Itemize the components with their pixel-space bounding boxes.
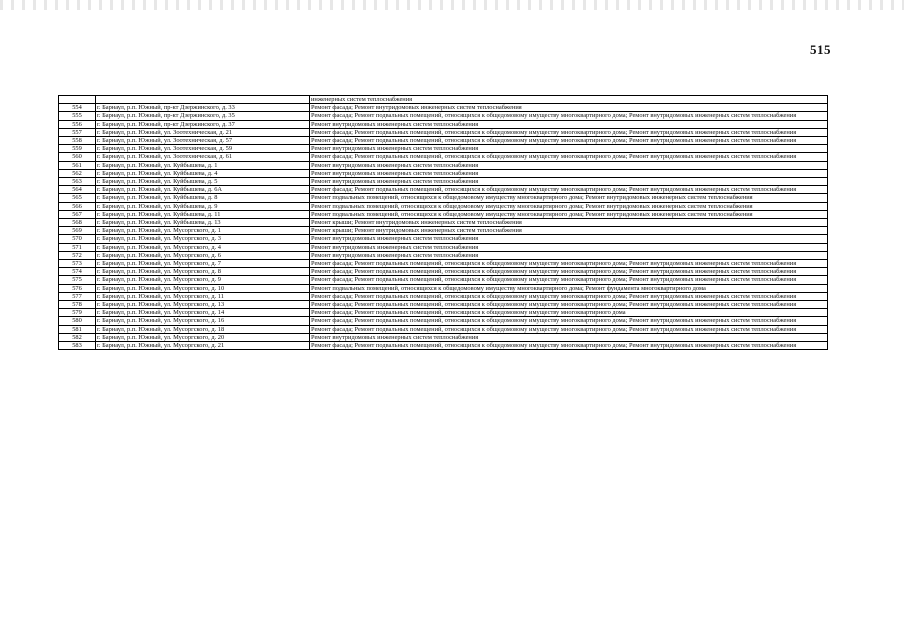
table-row — [59, 210, 828, 218]
row-address: г. Барнаул, р.п. Южный, ул. Куйбышева, д. 4 — [96, 169, 310, 177]
scan-noise — [0, 0, 904, 10]
row-works: Ремонт фасада; Ремонт подвальных помещений, относящихся к общедомовому имуществу многоквартирного дома; Ремонт внутридомовых инженерных систем теплоснабжения — [310, 301, 828, 309]
row-number: 555 — [59, 112, 96, 120]
row-number: 563 — [59, 178, 96, 186]
empty-cell — [59, 96, 96, 104]
table-row — [59, 243, 828, 251]
table-row — [59, 186, 828, 194]
row-address: г. Барнаул, р.п. Южный, ул. Мусоргского, д. 13 — [96, 301, 310, 309]
row-works: Ремонт подвальных помещений, относящихся к общедомовому имуществу многоквартирного дома; Ремонт внутридомовых инженерных систем теплоснабжения — [310, 210, 828, 218]
table-row — [59, 342, 828, 350]
row-works: Ремонт фасада; Ремонт подвальных помещений, относящихся к общедомовому имуществу многоквартирного дома; Ремонт внутридомовых инженерных систем теплоснабжения — [310, 186, 828, 194]
row-address: г. Барнаул, р.п. Южный, ул. Мусоргского, д. 1 — [96, 227, 310, 235]
table-body — [59, 96, 828, 350]
row-address: г. Барнаул, р.п. Южный, ул. Куйбышева, д. 9 — [96, 202, 310, 210]
row-number: 581 — [59, 325, 96, 333]
row-number: 577 — [59, 292, 96, 300]
row-works: Ремонт фасада; Ремонт внутридомовых инженерных систем теплоснабжения — [310, 104, 828, 112]
row-works: Ремонт фасада; Ремонт подвальных помещений, относящихся к общедомовому имуществу многоквартирного дома; Ремонт внутридомовых инженерных систем теплоснабжения — [310, 342, 828, 350]
table-row — [59, 153, 828, 161]
table-row — [59, 137, 828, 145]
row-works: Ремонт фасада; Ремонт подвальных помещений, относящихся к общедомовому имуществу многоквартирного дома; Ремонт внутридомовых инженерных систем теплоснабжения — [310, 268, 828, 276]
table-row — [59, 128, 828, 136]
table-row — [59, 227, 828, 235]
row-address: г. Барнаул, р.п. Южный, ул. Куйбышева, д. 6А — [96, 186, 310, 194]
row-number: 562 — [59, 169, 96, 177]
table-row — [59, 161, 828, 169]
row-number: 573 — [59, 260, 96, 268]
row-works: Ремонт фасада; Ремонт подвальных помещений, относящихся к общедомовому имуществу многоквартирного дома; Ремонт внутридомовых инженерных систем теплоснабжения — [310, 292, 828, 300]
row-number: 561 — [59, 161, 96, 169]
row-address: г. Барнаул, р.п. Южный, пр-кт Дзержинского, д. 33 — [96, 104, 310, 112]
table-row — [59, 284, 828, 292]
row-works: Ремонт фасада; Ремонт подвальных помещений, относящихся к общедомовому имуществу многоквартирного дома; Ремонт внутридомовых инженерных систем теплоснабжения — [310, 137, 828, 145]
row-address: г. Барнаул, р.п. Южный, пр-кт Дзержинского, д. 35 — [96, 112, 310, 120]
row-number: 564 — [59, 186, 96, 194]
row-works: Ремонт фасада; Ремонт подвальных помещений, относящихся к общедомовому имуществу многоквартирного дома; Ремонт внутридомовых инженерных систем теплоснабжения — [310, 317, 828, 325]
row-address: г. Барнаул, р.п. Южный, ул. Мусоргского, д. 6 — [96, 251, 310, 259]
row-works: Ремонт фасада; Ремонт подвальных помещений, относящихся к общедомовому имуществу многоквартирного дома — [310, 309, 828, 317]
repair-table — [58, 95, 828, 350]
row-address: г. Барнаул, р.п. Южный, ул. Мусоргского, д. 16 — [96, 317, 310, 325]
row-works: Ремонт фасада; Ремонт подвальных помещений, относящихся к общедомовому имуществу многоквартирного дома; Ремонт внутридомовых инженерных систем теплоснабжения — [310, 112, 828, 120]
row-number: 560 — [59, 153, 96, 161]
table-row — [59, 194, 828, 202]
table-row — [59, 219, 828, 227]
table-row — [59, 112, 828, 120]
table-row — [59, 235, 828, 243]
row-works: Ремонт внутридомовых инженерных систем теплоснабжения — [310, 178, 828, 186]
row-works: Ремонт внутридомовых инженерных систем теплоснабжения — [310, 243, 828, 251]
table-row — [59, 301, 828, 309]
table-row — [59, 333, 828, 341]
row-number: 565 — [59, 194, 96, 202]
page-number: 515 — [810, 42, 831, 57]
row-address: г. Барнаул, р.п. Южный, ул. Мусоргского, д. 14 — [96, 309, 310, 317]
row-address: г. Барнаул, р.п. Южный, ул. Куйбышева, д. 5 — [96, 178, 310, 186]
row-works: Ремонт фасада; Ремонт подвальных помещений, относящихся к общедомовому имуществу многоквартирного дома; Ремонт внутридомовых инженерных систем теплоснабжения — [310, 260, 828, 268]
table-row — [59, 104, 828, 112]
table-row — [59, 120, 828, 128]
row-number: 571 — [59, 243, 96, 251]
row-address: г. Барнаул, р.п. Южный, ул. Зоотехническая, д. 61 — [96, 153, 310, 161]
row-number: 556 — [59, 120, 96, 128]
row-number: 568 — [59, 219, 96, 227]
row-number: 575 — [59, 276, 96, 284]
row-address: г. Барнаул, р.п. Южный, ул. Мусоргского, д. 10 — [96, 284, 310, 292]
row-works: Ремонт фасада; Ремонт подвальных помещений, относящихся к общедомовому имуществу многоквартирного дома; Ремонт внутридомовых инженерных систем теплоснабжения — [310, 153, 828, 161]
row-number: 558 — [59, 137, 96, 145]
row-works: Ремонт внутридомовых инженерных систем теплоснабжения — [310, 251, 828, 259]
row-number: 578 — [59, 301, 96, 309]
row-address: г. Барнаул, р.п. Южный, ул. Куйбышева, д. 11 — [96, 210, 310, 218]
row-number: 554 — [59, 104, 96, 112]
row-works: Ремонт внутридомовых инженерных систем теплоснабжения — [310, 145, 828, 153]
row-number: 574 — [59, 268, 96, 276]
row-number: 567 — [59, 210, 96, 218]
row-works: Ремонт фасада; Ремонт подвальных помещений, относящихся к общедомовому имуществу многоквартирного дома; Ремонт внутридомовых инженерных систем теплоснабжения — [310, 128, 828, 136]
row-address: г. Барнаул, р.п. Южный, ул. Куйбышева, д. 1 — [96, 161, 310, 169]
empty-cell — [96, 96, 310, 104]
continuation-row — [59, 96, 828, 104]
row-number: 576 — [59, 284, 96, 292]
row-address: г. Барнаул, р.п. Южный, ул. Куйбышева, д. 13 — [96, 219, 310, 227]
table-row — [59, 260, 828, 268]
continuation-text: инженерных систем теплоснабжения — [310, 96, 828, 104]
row-works: Ремонт подвальных помещений, относящихся к общедомовому имуществу многоквартирного дома; Ремонт внутридомовых инженерных систем теплоснабжения — [310, 194, 828, 202]
row-works: Ремонт крыши; Ремонт внутридомовых инженерных систем теплоснабжения — [310, 227, 828, 235]
row-number: 559 — [59, 145, 96, 153]
row-address: г. Барнаул, р.п. Южный, ул. Мусоргского, д. 11 — [96, 292, 310, 300]
row-number: 583 — [59, 342, 96, 350]
table-row — [59, 251, 828, 259]
row-works: Ремонт фасада; Ремонт подвальных помещений, относящихся к общедомовому имуществу многоквартирного дома; Ремонт внутридомовых инженерных систем теплоснабжения — [310, 276, 828, 284]
row-address: г. Барнаул, р.п. Южный, ул. Зоотехническая, д. 59 — [96, 145, 310, 153]
table-row — [59, 325, 828, 333]
table-row — [59, 202, 828, 210]
row-works: Ремонт внутридомовых инженерных систем теплоснабжения — [310, 235, 828, 243]
row-number: 566 — [59, 202, 96, 210]
row-number: 582 — [59, 333, 96, 341]
row-address: г. Барнаул, р.п. Южный, пр-кт Дзержинского, д. 37 — [96, 120, 310, 128]
row-number: 580 — [59, 317, 96, 325]
row-number: 557 — [59, 128, 96, 136]
row-address: г. Барнаул, р.п. Южный, ул. Мусоргского, д. 4 — [96, 243, 310, 251]
row-address: г. Барнаул, р.п. Южный, ул. Мусоргского, д. 20 — [96, 333, 310, 341]
row-number: 572 — [59, 251, 96, 259]
table-row — [59, 268, 828, 276]
row-number: 579 — [59, 309, 96, 317]
row-address: г. Барнаул, р.п. Южный, ул. Мусоргского, д. 7 — [96, 260, 310, 268]
row-address: г. Барнаул, р.п. Южный, ул. Мусоргского, д. 8 — [96, 268, 310, 276]
row-address: г. Барнаул, р.п. Южный, ул. Куйбышева, д. 8 — [96, 194, 310, 202]
row-address: г. Барнаул, р.п. Южный, ул. Зоотехническая, д. 57 — [96, 137, 310, 145]
row-works: Ремонт внутридомовых инженерных систем теплоснабжения — [310, 161, 828, 169]
row-works: Ремонт внутридомовых инженерных систем теплоснабжения — [310, 333, 828, 341]
table-row — [59, 292, 828, 300]
row-number: 570 — [59, 235, 96, 243]
table-row — [59, 178, 828, 186]
row-address: г. Барнаул, р.п. Южный, ул. Мусоргского, д. 9 — [96, 276, 310, 284]
row-number: 569 — [59, 227, 96, 235]
row-address: г. Барнаул, р.п. Южный, ул. Мусоргского, д. 3 — [96, 235, 310, 243]
row-works: Ремонт фасада; Ремонт подвальных помещений, относящихся к общедомовому имуществу многоквартирного дома; Ремонт внутридомовых инженерных систем теплоснабжения — [310, 325, 828, 333]
row-works: Ремонт подвальных помещений, относящихся к общедомовому имуществу многоквартирного дома; Ремонт внутридомовых инженерных систем теплоснабжения — [310, 202, 828, 210]
table-row — [59, 169, 828, 177]
row-works: Ремонт внутридомовых инженерных систем теплоснабжения — [310, 120, 828, 128]
row-address: г. Барнаул, р.п. Южный, ул. Мусоргского, д. 21 — [96, 342, 310, 350]
table-row — [59, 145, 828, 153]
row-works: Ремонт подвальных помещений, относящихся к общедомовому имуществу многоквартирного дома; Ремонт фундамента многоквартирного дома — [310, 284, 828, 292]
row-works: Ремонт крыши; Ремонт внутридомовых инженерных систем теплоснабжения — [310, 219, 828, 227]
table-row — [59, 309, 828, 317]
row-address: г. Барнаул, р.п. Южный, ул. Мусоргского, д. 18 — [96, 325, 310, 333]
table-row — [59, 276, 828, 284]
row-address: г. Барнаул, р.п. Южный, ул. Зоотехническая, д. 21 — [96, 128, 310, 136]
row-works: Ремонт внутридомовых инженерных систем теплоснабжения — [310, 169, 828, 177]
table-row — [59, 317, 828, 325]
